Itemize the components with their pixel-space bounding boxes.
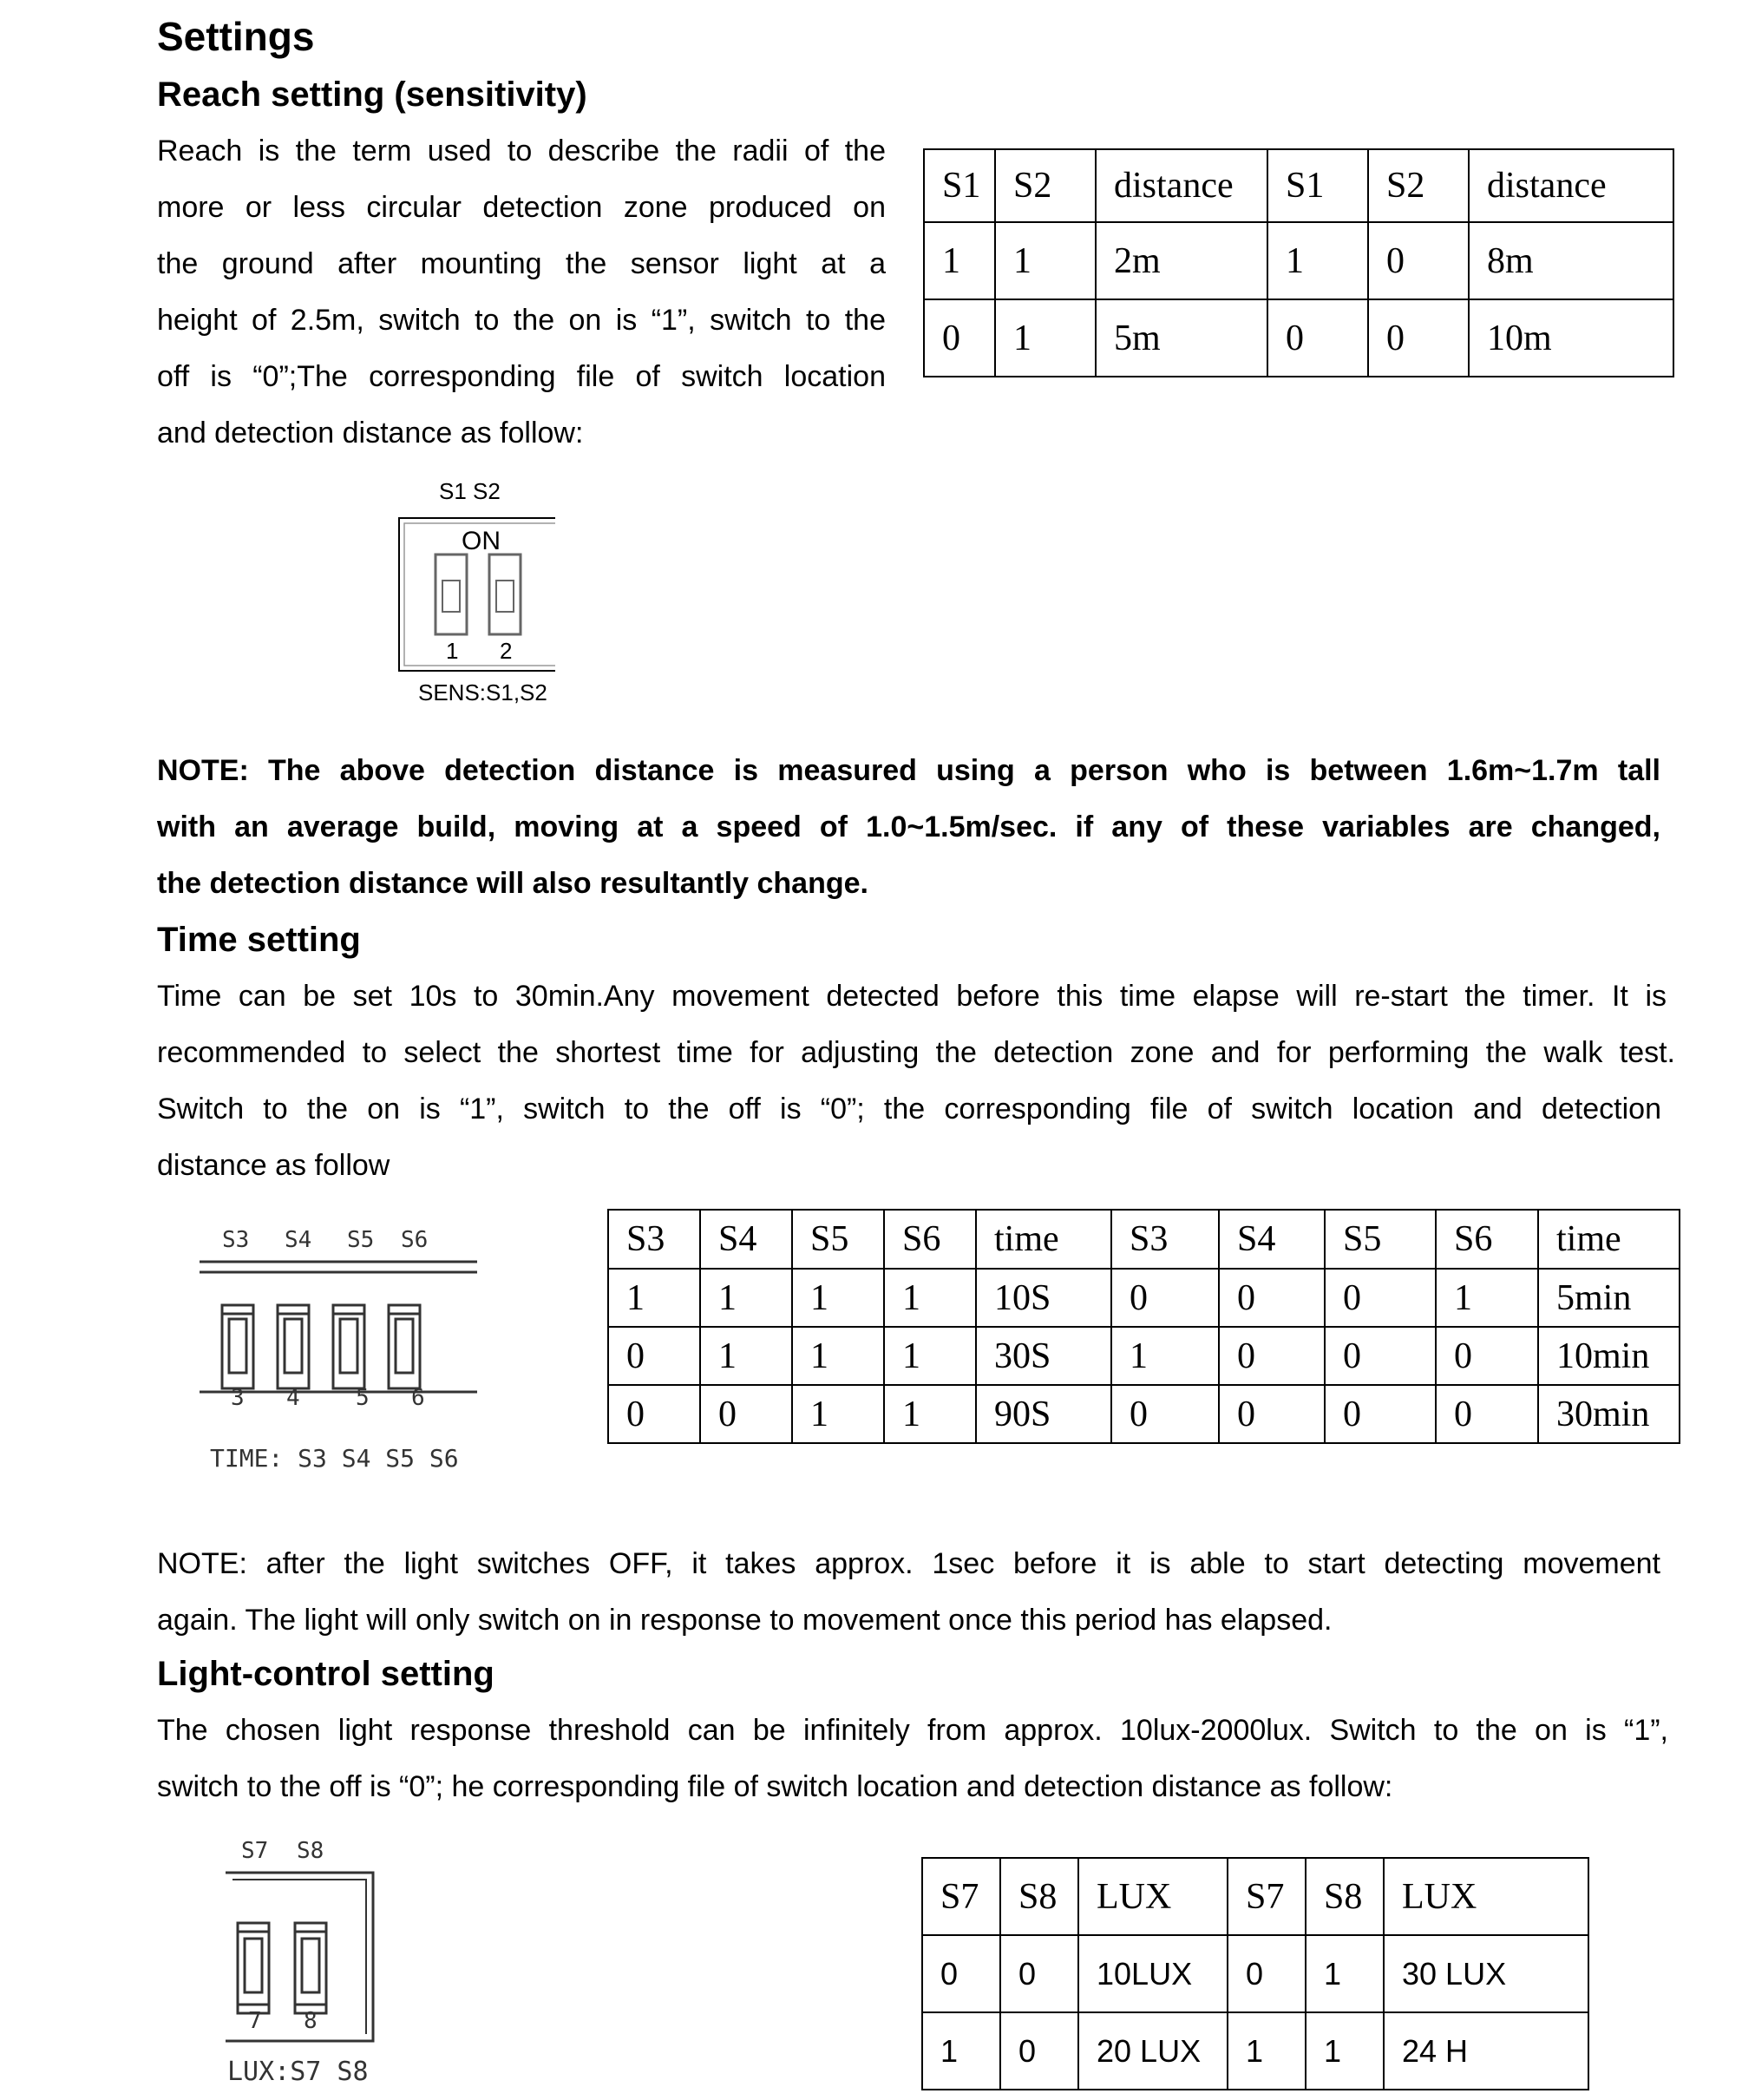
- table-cell: 1: [700, 1327, 792, 1385]
- table-cell: S8: [1000, 1858, 1078, 1935]
- table-cell: 0: [1436, 1385, 1538, 1443]
- table-cell: 10LUX: [1078, 1935, 1228, 2012]
- table-cell: 0: [1228, 1935, 1306, 2012]
- dip-number: 7: [248, 2008, 262, 2034]
- table-cell: 1: [700, 1269, 792, 1327]
- table-cell: 1: [1436, 1269, 1538, 1327]
- light-heading: Light-control setting: [157, 1655, 494, 1693]
- table-cell: 0: [924, 299, 995, 377]
- table-cell: 1: [792, 1385, 884, 1443]
- time-line: recommended to select the shortest time for adjusting the detection zone and for performing the walk test.: [157, 1036, 1675, 1069]
- table-cell: 0: [1111, 1269, 1219, 1327]
- table-row: [924, 222, 1673, 299]
- table-cell: 1: [922, 2012, 1000, 2090]
- note-detection-distance: [157, 743, 1660, 912]
- reach-table: [923, 148, 1674, 377]
- table-cell: 0: [1219, 1385, 1325, 1443]
- dip-number: 1: [446, 638, 459, 664]
- table-cell: 2m: [1096, 222, 1267, 299]
- time-line: Time can be set 10s to 30min.Any movement detected before this time elapse will re-start the timer. It is: [157, 980, 1667, 1013]
- dip-caption: TIME: S3 S4 S5 S6: [210, 1444, 459, 1473]
- table-cell: time: [976, 1210, 1111, 1269]
- dip-top-label: S8: [297, 1838, 324, 1864]
- note-line: NOTE: The above detection distance is measured using a person who is between 1.6m~1.7m tall: [157, 754, 1660, 787]
- table-cell: 0: [1368, 299, 1469, 377]
- dip-top-label: S7: [241, 1838, 269, 1864]
- time-paragraph: [157, 968, 1675, 1194]
- table-cell: 1: [608, 1269, 700, 1327]
- table-cell: S4: [700, 1210, 792, 1269]
- dip-top-label: S4: [285, 1227, 312, 1253]
- table-row: [608, 1210, 1680, 1269]
- dip-caption: SENS:S1,S2: [418, 679, 547, 705]
- lux-dip-switch-diagram: [217, 1833, 390, 2093]
- table-cell: 0: [1219, 1327, 1325, 1385]
- table-cell: 0: [1325, 1385, 1436, 1443]
- note-line: the detection distance will also resultantly change.: [157, 867, 868, 900]
- table-cell: 0: [608, 1385, 700, 1443]
- dip-number: 3: [231, 1385, 245, 1411]
- table-cell: LUX: [1384, 1858, 1588, 1935]
- table-cell: 0: [922, 1935, 1000, 2012]
- note-restart-delay: [157, 1536, 1660, 1649]
- table-cell: 1: [924, 222, 995, 299]
- light-line: The chosen light response threshold can be infinitely from approx. 10lux-2000lux. Switch to the on is “1”,: [157, 1714, 1668, 1747]
- reach-line: the ground after mounting the sensor light at a: [157, 247, 886, 280]
- table-cell: S5: [792, 1210, 884, 1269]
- table-cell: S1: [1267, 149, 1368, 222]
- table-cell: 1: [995, 222, 1096, 299]
- table-cell: 0: [1219, 1269, 1325, 1327]
- table-cell: 10S: [976, 1269, 1111, 1327]
- reach-line: Reach is the term used to describe the radii of the: [157, 135, 886, 167]
- table-cell: 0: [1368, 222, 1469, 299]
- light-paragraph: [157, 1703, 1675, 1815]
- table-cell: 0: [1436, 1327, 1538, 1385]
- table-cell: 30min: [1538, 1385, 1680, 1443]
- page-title: Settings: [157, 14, 315, 59]
- table-cell: 1: [884, 1385, 976, 1443]
- note-line: NOTE: after the light switches OFF, it takes approx. 1sec before it is able to start detecting movement: [157, 1547, 1660, 1580]
- time-line: distance as follow: [157, 1149, 390, 1182]
- table-cell: S2: [1368, 149, 1469, 222]
- table-cell: 5min: [1538, 1269, 1680, 1327]
- table-cell: 90S: [976, 1385, 1111, 1443]
- table-cell: S1: [924, 149, 995, 222]
- table-row: [608, 1269, 1680, 1327]
- sens-dip-switch-diagram: [382, 473, 573, 716]
- table-cell: 1: [995, 299, 1096, 377]
- table-cell: 1: [884, 1269, 976, 1327]
- time-line: Switch to the on is “1”, switch to the off is “0”; the corresponding file of switch location and detection: [157, 1093, 1661, 1125]
- table-cell: 20 LUX: [1078, 2012, 1228, 2090]
- note-line: again. The light will only switch on in response to movement once this period has elapsed.: [157, 1604, 1333, 1637]
- dip-top-label: S3: [222, 1227, 250, 1253]
- table-cell: 1: [1228, 2012, 1306, 2090]
- table-cell: 1: [1306, 2012, 1384, 2090]
- table-cell: 0: [1111, 1385, 1219, 1443]
- dip-on-label: ON: [462, 527, 501, 555]
- table-cell: 0: [1325, 1327, 1436, 1385]
- table-cell: S3: [1111, 1210, 1219, 1269]
- reach-heading: Reach setting (sensitivity): [157, 75, 587, 114]
- lux-table: [921, 1857, 1589, 2090]
- table-row: [922, 1935, 1588, 2012]
- table-cell: 0: [1000, 1935, 1078, 2012]
- table-cell: 0: [700, 1385, 792, 1443]
- table-cell: S5: [1325, 1210, 1436, 1269]
- table-cell: S3: [608, 1210, 700, 1269]
- table-cell: 30 LUX: [1384, 1935, 1588, 2012]
- dip-switch-icon: [217, 1833, 390, 2093]
- table-cell: distance: [1469, 149, 1673, 222]
- reach-line: more or less circular detection zone produced on: [157, 191, 886, 224]
- dip-number: 5: [356, 1385, 370, 1411]
- table-cell: 0: [1325, 1269, 1436, 1327]
- table-cell: 1: [1306, 1935, 1384, 2012]
- table-cell: 8m: [1469, 222, 1673, 299]
- dip-top-label: S6: [401, 1227, 429, 1253]
- note-line: with an average build, moving at a speed of 1.0~1.5m/sec. if any of these variables are changed,: [157, 810, 1660, 843]
- table-row: [608, 1327, 1680, 1385]
- dip-number: 6: [411, 1385, 425, 1411]
- table-cell: 1: [792, 1327, 884, 1385]
- table-cell: S4: [1219, 1210, 1325, 1269]
- dip-caption: LUX:S7 S8: [227, 2057, 369, 2087]
- table-cell: S8: [1306, 1858, 1384, 1935]
- table-cell: 10m: [1469, 299, 1673, 377]
- light-line: switch to the off is “0”; he corresponding file of switch location and detection distance as follow:: [157, 1770, 1393, 1803]
- table-cell: 1: [884, 1327, 976, 1385]
- table-cell: S7: [1228, 1858, 1306, 1935]
- table-cell: 5m: [1096, 299, 1267, 377]
- dip-number: 8: [304, 2008, 318, 2034]
- table-cell: 1: [792, 1269, 884, 1327]
- time-dip-switch-diagram: [200, 1215, 494, 1493]
- table-cell: 1: [1111, 1327, 1219, 1385]
- table-row: [924, 299, 1673, 377]
- table-cell: distance: [1096, 149, 1267, 222]
- table-cell: S2: [995, 149, 1096, 222]
- reach-line: height of 2.5m, switch to the on is “1”, switch to the: [157, 304, 886, 337]
- table-cell: 0: [608, 1327, 700, 1385]
- table-cell: 0: [1267, 299, 1368, 377]
- reach-paragraph: [157, 123, 886, 462]
- table-row: [608, 1385, 1680, 1443]
- dip-top-label: S5: [347, 1227, 375, 1253]
- table-cell: S6: [884, 1210, 976, 1269]
- table-row: [922, 1858, 1588, 1935]
- table-cell: S6: [1436, 1210, 1538, 1269]
- time-table: [607, 1209, 1680, 1444]
- table-cell: 10min: [1538, 1327, 1680, 1385]
- reach-line: and detection distance as follow:: [157, 417, 584, 450]
- time-heading: Time setting: [157, 921, 361, 959]
- table-cell: 24 H: [1384, 2012, 1588, 2090]
- reach-line: off is “0”;The corresponding file of switch location: [157, 360, 886, 393]
- table-row: [924, 149, 1673, 222]
- table-cell: 0: [1000, 2012, 1078, 2090]
- table-row: [922, 2012, 1588, 2090]
- table-cell: S7: [922, 1858, 1000, 1935]
- table-cell: LUX: [1078, 1858, 1228, 1935]
- dip-number: 4: [286, 1385, 300, 1411]
- dip-top-label: S1 S2: [439, 478, 501, 504]
- table-cell: time: [1538, 1210, 1680, 1269]
- table-cell: 1: [1267, 222, 1368, 299]
- dip-number: 2: [500, 638, 513, 664]
- table-cell: 30S: [976, 1327, 1111, 1385]
